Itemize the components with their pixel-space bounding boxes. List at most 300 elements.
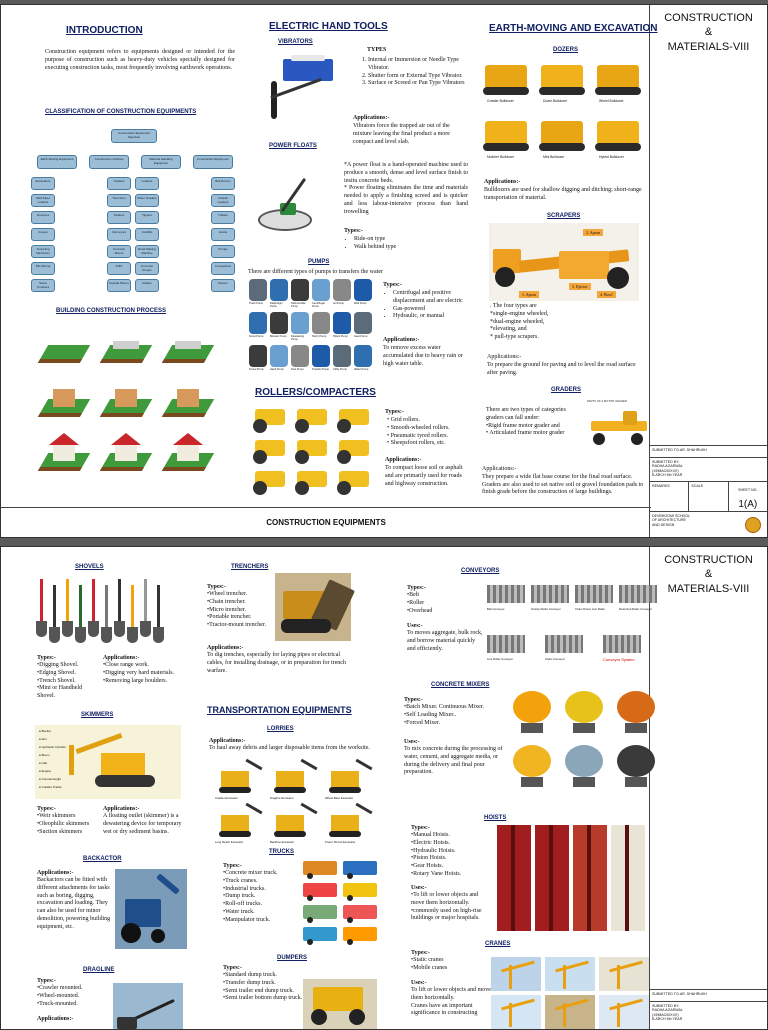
mixer-stand [521, 723, 543, 733]
float-type-item: • Ride-on type [354, 236, 396, 244]
process-step-tile [163, 377, 213, 421]
dumpers-types: •Standard dump truck. •Transfer dump truck. •Semi trailer end dump truck. •Semi trailer bottom dump truck. [223, 972, 303, 1002]
pump-type-item: • Centrifugal and positive displacement and are electric [393, 290, 469, 306]
pumps-app-text: To remove excess water accumulated due to heavy rain or high water table. [383, 345, 463, 367]
conveyor-caption: Chain Driven Live Roller [575, 607, 606, 611]
dozer-track [595, 87, 641, 95]
hoists-uses-label: Uses:- [411, 885, 427, 891]
excavator-arm [69, 745, 74, 775]
pump-type-item: • Gas-powered [393, 306, 469, 314]
roller-drum-icon [295, 481, 309, 495]
shovel-blade [101, 627, 112, 643]
pump-image [270, 312, 288, 334]
skimmers-app-label: Applications:- [103, 806, 140, 812]
class-leaf-box: Bull Dozers [211, 177, 235, 190]
backactor-app: Backactors can be fitted with different attachments for tasks such as boring, digging, excavation and loading. They can also be used for minor demolition, powering building equipment, etc. [37, 877, 111, 930]
mixers-uses-label: Uses:- [404, 739, 420, 745]
pump-image [333, 345, 351, 367]
grader-image [587, 399, 651, 455]
mixer-drum [565, 691, 603, 723]
vibrator-image [263, 51, 343, 121]
class-level1-box: Earth Moving Equipment [37, 155, 77, 169]
scraper-image [489, 223, 639, 301]
class-leaf-box: Trailers [211, 211, 235, 224]
excavator-caption: Power Shovel Excavator [325, 840, 356, 844]
class-leaf-box: Pile Boring [31, 262, 55, 275]
mixer-drum [513, 691, 551, 723]
house-wall [53, 389, 75, 407]
mixer-drum [565, 745, 603, 777]
shovel-blade [75, 627, 86, 643]
trucks-types-label: Types:- [223, 863, 242, 869]
school-name: DEVBHOOMI SCHOOL OF ARCHITECTURE AND DESIGN [650, 511, 767, 537]
excavator-image [276, 771, 304, 787]
legend-item: ● Crawler Tracks [39, 785, 62, 789]
house-wall [115, 443, 137, 461]
rollers-types-label: Types:- [385, 409, 404, 415]
conveyors-uses: To moves aggregate, bulk rock, and borrow material quickly and efficiently. [407, 630, 483, 652]
class-leaf-box: Cranes [31, 228, 55, 241]
mixer-stand [573, 777, 595, 787]
dozer-caption: Mulcher Bulldozer [487, 155, 515, 159]
excavator-track [95, 775, 155, 787]
pump-caption: Centrifugal Pump [312, 302, 325, 308]
pump-image [354, 345, 372, 367]
legend-item: ● Boom [39, 753, 50, 757]
dragline-app-label: Applications:- [37, 1016, 74, 1022]
crane-tower [617, 965, 620, 989]
skimmers-types: •Weir skimmers •Oleophilic skimmers •Suction skimmers [37, 813, 90, 835]
class-leaf-box: Forklifts [135, 228, 159, 241]
conveyors-types: •Belt •Roller •Overhead [407, 592, 433, 614]
scale-label: SCALE [689, 482, 728, 511]
roller-type-item: • Sheepsfoot rollers, etc. [387, 440, 446, 447]
excavator-image [221, 815, 249, 831]
house-roof [111, 433, 141, 445]
shovels-image [35, 575, 169, 647]
pump-caption: Booster Pump [270, 335, 287, 338]
course-title-2: CONSTRUCTION & MATERIALS-VIII [664, 554, 753, 595]
dozers-heading: DOZERS [553, 47, 579, 53]
float-type-item: • Walk behind type [354, 244, 396, 252]
class-leaf-box: Pumps [211, 245, 235, 258]
rollers-grid [251, 405, 379, 501]
conveyors-heading: CONVEYORS [461, 568, 500, 574]
dragline-types: •Crawler mounted. •Wheel-mounted. •Truck-mounted. [37, 985, 83, 1007]
hoist-mast [587, 825, 591, 931]
sheet-no-label: SHEET NO. [738, 488, 758, 493]
dozer-track [539, 143, 585, 151]
cranes-grid [491, 957, 649, 1030]
excavator-caption: Long Reach Excavator [215, 840, 244, 844]
pumps-types-label: Types:- [383, 282, 402, 288]
pump-caption: Gear Pump [354, 335, 368, 338]
sheet-meta [650, 481, 767, 511]
hoist-mast [511, 825, 515, 931]
trenchers-types: •Wheel trencher. •Chain trencher. •Micro trencher. •Portable trencher. •Tractor-mount trencher. [207, 591, 267, 629]
power-floats-types-label: Types:- [344, 228, 363, 234]
trucks-types: •Concrete mixer truck. •Truck cranes. •Industrial trucks. •Dump truck. •Roll-off trucks. •Water truck. •Manipulator truck. [223, 870, 278, 923]
crane-tower [563, 1003, 566, 1027]
class-leaf-box: Stone Crushers [31, 279, 55, 292]
pump-image [354, 312, 372, 334]
pump-caption: Jet Pump [333, 302, 344, 305]
pumps-grid [249, 279, 377, 379]
intro-heading: INTRODUCTION [66, 25, 143, 36]
conveyor-image [487, 635, 525, 653]
roller-drum-icon [253, 450, 267, 464]
classification-heading: CLASSIFICATION OF CONSTRUCTION EQUIPMENTS [45, 109, 197, 115]
dozer-track [595, 143, 641, 151]
vibrators-heading: VIBRATORS [278, 39, 313, 45]
roller-drum-icon [337, 450, 351, 464]
conveyor-image [619, 585, 657, 603]
excavator-caption: Dragline Excavator [270, 796, 294, 800]
pump-image [291, 312, 309, 334]
pump-caption: Fuel Pump [291, 368, 304, 371]
pump-image [312, 345, 330, 367]
house-wall [115, 389, 137, 407]
vibrators-types-list [356, 57, 466, 88]
conveyor-image [487, 585, 525, 603]
conveyors-grid [487, 577, 665, 681]
excavator-track [219, 787, 251, 793]
pump-caption: Transfer Pump [312, 368, 330, 371]
conveyor-image [545, 635, 583, 653]
roller-drum-icon [253, 481, 267, 495]
crane-tower [509, 965, 512, 989]
excavator-image [221, 771, 249, 787]
shovel-handle [92, 579, 95, 623]
conveyor-image [603, 635, 641, 653]
graders-text: There are two types of categories graders can fall under: •Rigid frame motor grader and • Articulated frame motor grader [486, 407, 566, 437]
submitted-to-2: SUBMITTED TO-AR. SHAHRUKH [650, 989, 767, 998]
class-leaf-box: Trenchers [107, 194, 131, 207]
truck-wheel-icon [307, 917, 313, 923]
graders-app-text: Applications:- They prepare a wide flat base course for the final road surface. Graders are also used to set native soil or gravel foundation pads to finish grade before the construction of large buildings. [482, 466, 644, 496]
power-floats-text: *A power float is a hand-operated machine used to produce a smooth, dense and level surface finish to insitu concrete beds. * Power floating eliminates the time and materials needed to apply a finishing screed and is quicker and less labour-intensive process than hand trowelling [344, 162, 468, 215]
title-block [649, 5, 767, 537]
house-wall [177, 443, 199, 461]
pump-caption: Well Pump [354, 302, 367, 305]
dozer-caption: Wheel Bulldozer [599, 99, 624, 103]
class-leaf-box: Loaders [135, 177, 159, 190]
trenchers-heading: TRENCHERS [231, 564, 269, 570]
skimmer-image [35, 725, 181, 799]
excavator-track [274, 831, 306, 837]
process-step-tile [101, 431, 151, 475]
trencher-image [275, 573, 351, 641]
dragline-image [113, 983, 183, 1030]
transport-heading: TRANSPORTATION EQUIPMENTS [207, 705, 352, 715]
process-illustration [31, 323, 241, 493]
conveyors-types-label: Types:- [407, 585, 426, 591]
ground-tile [38, 345, 90, 363]
remarks-label: REMARKS [650, 482, 689, 511]
trucks-heading: TRUCKS [269, 849, 294, 855]
shovels-app: •Close range work. •Digging very hard materials. •Removing large boulders. [103, 662, 175, 684]
class-leaf-box: Concrete Pumps [135, 262, 159, 275]
pumps-types [387, 290, 469, 321]
roller-drum-icon [295, 450, 309, 464]
backactor-image [115, 869, 187, 949]
legend-item: ● Arm [39, 737, 47, 741]
pump-type-item: • Hydraulic, or manual [393, 313, 469, 321]
sheet-footer-title: CONSTRUCTION EQUIPMENTS [1, 507, 651, 537]
shovel-handle [118, 579, 121, 623]
vibrator-type-item: 3. Surface or Screed or Pan Type Vibrators [368, 80, 466, 88]
pump-image [249, 279, 267, 301]
pump-caption: Water Pump [354, 368, 369, 371]
school-logo-icon [745, 517, 761, 533]
legend-item: ● Counterweight [39, 777, 61, 781]
pump-caption: Hand Pump [270, 368, 284, 371]
pump-caption: Sump Pump [249, 335, 264, 338]
dozer-track [539, 87, 585, 95]
vibrators-types-label: TYPES [367, 47, 387, 53]
mixer-drum [617, 691, 655, 723]
excavator-arm [245, 803, 262, 815]
power-floats-heading: POWER FLOATS [269, 143, 317, 149]
mixers-grid [507, 685, 663, 795]
roller-drum-icon [253, 419, 267, 433]
excavator-track [329, 787, 361, 793]
shovel-blade [36, 621, 47, 637]
vibrator-type-item: 1. Internal or Immersion or Needle Type Vibrator. [368, 57, 466, 73]
dozer-caption: Hybrid Bulldozer [599, 155, 624, 159]
conveyor-caption: Conveyor System [603, 657, 635, 662]
excavator-image [331, 815, 359, 831]
conveyor-caption: Belt Conveyor [487, 607, 505, 611]
class-leaf-box: Drills [107, 262, 131, 275]
electric-tools-heading: ELECTRIC HAND TOOLS [269, 21, 388, 32]
shovel-blade [88, 621, 99, 637]
concrete-mixers-heading: CONCRETE MIXERS [431, 682, 490, 688]
intro-text: Construction equipment refers to equipments designed or intended for the purpose of construction such as heavy-duty vehicles specially designed for executing construction tasks, most frequently involving earthwork operations. [45, 49, 235, 71]
conveyor-caption: Chain Conveyor [545, 657, 566, 661]
process-step-tile [39, 323, 89, 367]
conveyor-image [531, 585, 569, 603]
class-leaf-box: Skid Steer Loaders [31, 194, 55, 207]
rollers-app-text: To compact loose soil or asphalt and are primarily used for roads and highway construction. [385, 465, 463, 487]
pump-image [312, 312, 330, 334]
process-step-tile [101, 377, 151, 421]
pump-image [291, 279, 309, 301]
backactor-heading: BACKACTOR [83, 856, 122, 862]
class-leaf-box: Tippers [135, 211, 159, 224]
earth-moving-heading: EARTH-MOVING AND EXCAVATION [489, 23, 658, 34]
shovels-types-label: Types:- [37, 655, 56, 661]
pump-image [270, 279, 288, 301]
rollers-app-label: Applications:- [385, 457, 422, 463]
dozer-image [485, 121, 527, 145]
roller-drum-icon [295, 419, 309, 433]
course-title: CONSTRUCTION & MATERIALS-VIII [664, 12, 753, 53]
excavator-arm [300, 759, 317, 771]
mixer-stand [573, 723, 595, 733]
class-leaf-box: Asphalt Mixers [107, 279, 131, 292]
dumpers-types-label: Types:- [223, 965, 242, 971]
crane-tower [509, 1003, 512, 1027]
class-leaf-box: Hoists [211, 228, 235, 241]
dumper-image [303, 979, 377, 1030]
roller-type-item: • Pneumatic tyred rollers. [387, 432, 449, 439]
excavator-caption: Backhoe Excavator [270, 840, 295, 844]
hoists-types-label: Types:- [411, 825, 430, 831]
pump-image [249, 312, 267, 334]
power-floats-types [348, 236, 396, 252]
shovel-handle [157, 585, 160, 629]
cranes-heading: CRANES [485, 941, 511, 947]
excavator-caption: Wheel Base Excavator [325, 796, 354, 800]
truck-wheel-icon [347, 873, 353, 879]
dozers-app-text: Bulldozers are used for shallow digging and ditching; short-range transportation of material. [484, 187, 642, 201]
process-heading: BUILDING CONSTRUCTION PROCESS [56, 308, 167, 314]
class-leaf-box: Conveyors [107, 228, 131, 241]
conveyors-uses-label: Uses:- [407, 623, 423, 629]
classification-chart [31, 129, 236, 294]
hoists-grid [497, 825, 647, 933]
process-step-tile [163, 323, 213, 367]
trucks-grid [301, 859, 379, 951]
pump-image [333, 279, 351, 301]
shovels-heading: SHOVELS [75, 564, 104, 570]
excavator-boom [76, 733, 123, 754]
class-leaf-box: Concrete Mixers [107, 245, 131, 258]
graders-heading: GRADERS [551, 387, 582, 393]
dozer-caption: Dozer Bulldozer [543, 99, 568, 103]
dozers-app-label: Applications:- [484, 179, 521, 185]
mixer-drum [617, 745, 655, 777]
house-roof [173, 433, 203, 445]
roller-drum-icon [337, 481, 351, 495]
excavator-caption: Crawler Excavator [215, 796, 238, 800]
conveyor-image [575, 585, 613, 603]
cranes-types-label: Types:- [411, 950, 430, 956]
mixer-drum [513, 745, 551, 777]
hoists-heading: HOISTS [484, 815, 507, 821]
dozers-grid [479, 57, 647, 169]
roller-type-item: • Smooth-wheeled rollers. [387, 424, 450, 431]
scrapers-app-text: Applications:- To prepare the ground for paving and to level the road surface after paving. [487, 354, 636, 376]
foundation [113, 341, 139, 349]
pump-caption: Diaphragm Pump [270, 302, 283, 308]
grader-image-label: PARTS OF A MOTOR GRADER [587, 399, 627, 403]
legend-item: ● Bucket [39, 729, 51, 733]
skimmers-heading: SKIMMERS [81, 712, 114, 718]
excavator-track [329, 831, 361, 837]
pump-caption: Submersible Pump [291, 302, 306, 308]
class-leaf-box: Crawler Loaders [211, 194, 235, 207]
scraper-label-apron: 2. Apron [583, 229, 603, 236]
mixers-types-label: Types:- [404, 697, 423, 703]
excavator-image [331, 771, 359, 787]
excavator-body [101, 753, 145, 775]
cranes-types: •Static cranes •Mobile cranes [411, 957, 448, 971]
class-leaf-box: Compactors [211, 262, 235, 275]
pump-image [312, 279, 330, 301]
truck-wheel-icon [347, 895, 353, 901]
mixer-stand [625, 777, 647, 787]
cranes-uses: To lift or lower objects and move them horizontally. Cranes have an important significance in constructing [411, 987, 491, 1017]
skimmers-types-label: Types:- [37, 806, 56, 812]
sheet-1 [0, 4, 768, 538]
foundation [175, 341, 201, 349]
cranes-uses-label: Uses:- [411, 980, 427, 986]
pump-caption: Slurry Pump [312, 335, 327, 338]
class-leaf-box: Dumpers [31, 211, 55, 224]
scrapers-types-text: . The four types are *single-engine wheeled, *dual-engine wheeled, *elevating, and * pull-type scrapers. [490, 303, 549, 341]
house-roof [49, 433, 79, 445]
excavator-arm [355, 759, 372, 771]
scrapers-heading: SCRAPERS [547, 213, 581, 219]
trenchers-types-label: Types:- [207, 584, 226, 590]
dozer-image [597, 121, 639, 145]
pump-image [270, 345, 288, 367]
process-step-tile [101, 323, 151, 367]
pump-caption: Piston Pump [333, 335, 348, 338]
pump-caption: Screw Pump [249, 368, 264, 371]
pump-image [291, 345, 309, 367]
hoist-mast [625, 825, 629, 931]
conveyor-caption: Motorized Roller Conveyor [619, 607, 653, 611]
class-leaf-box: Road Making Machine [135, 245, 159, 258]
pump-image [354, 279, 372, 301]
lorries-heading: LORRIES [267, 726, 294, 732]
title-block-2 [649, 547, 767, 1029]
excavator-image [276, 815, 304, 831]
roller-drum-icon [337, 419, 351, 433]
shovel-handle [131, 585, 134, 629]
shovel-blade [49, 627, 60, 643]
pumps-heading: PUMPS [308, 259, 330, 265]
shovel-handle [53, 585, 56, 629]
conveyor-caption: Line Roller Conveyor [487, 657, 514, 661]
legend-item: ● Hydraulic Cylinder [39, 745, 66, 749]
lorries-app-label: Applications:- [209, 738, 246, 744]
pump-caption: Dewatering Pump [291, 335, 305, 341]
excavator-arm [300, 803, 317, 815]
dozer-image [541, 121, 583, 145]
backactor-app-label: Applications:- [37, 870, 74, 876]
process-step-tile [39, 377, 89, 421]
class-root: Construction Equipment Selection [111, 129, 157, 143]
dozer-track [483, 143, 529, 151]
rollers-types [387, 417, 450, 448]
shovels-app-label: Applications:- [103, 655, 140, 661]
scraper-label-ejector: 3. Ejector [569, 283, 591, 290]
pump-image [249, 345, 267, 367]
hoists-types: •Manual Hoists. •Electric Hoists. •Hydraulic Hoists. •Piston Hoists. •Gear Hoists. •Rotary Vane Hoists. [411, 832, 462, 877]
class-leaf-box: Tankers [107, 211, 131, 224]
mixers-uses: To mix concrete during the processing of water, cement, and aggregate media, or during the delivery and final pour preparation. [404, 746, 503, 776]
pumps-intro: There are different types of pumps to transfers the water [248, 269, 384, 275]
pumps-app-label: Applications:- [383, 337, 420, 343]
trenchers-app: To dig trenches, especially for laying pipes or electrical cables, for installing drainage, or in preparation for trench warfare. [207, 652, 346, 674]
legend-item: ● Cab [39, 761, 48, 765]
power-float-image [256, 165, 336, 240]
truck-wheel-icon [307, 939, 313, 945]
conveyor-caption: Gravity Roller Conveyor [531, 607, 561, 611]
shovel-handle [66, 579, 69, 623]
shovel-blade [62, 621, 73, 637]
shovel-handle [105, 585, 108, 629]
dozer-caption: Crawler Bulldozer [487, 99, 514, 103]
sheet-2 [0, 546, 768, 1030]
shovel-handle [144, 579, 147, 623]
shovel-blade [127, 627, 138, 643]
pump-caption: Utility Pump [333, 368, 347, 371]
